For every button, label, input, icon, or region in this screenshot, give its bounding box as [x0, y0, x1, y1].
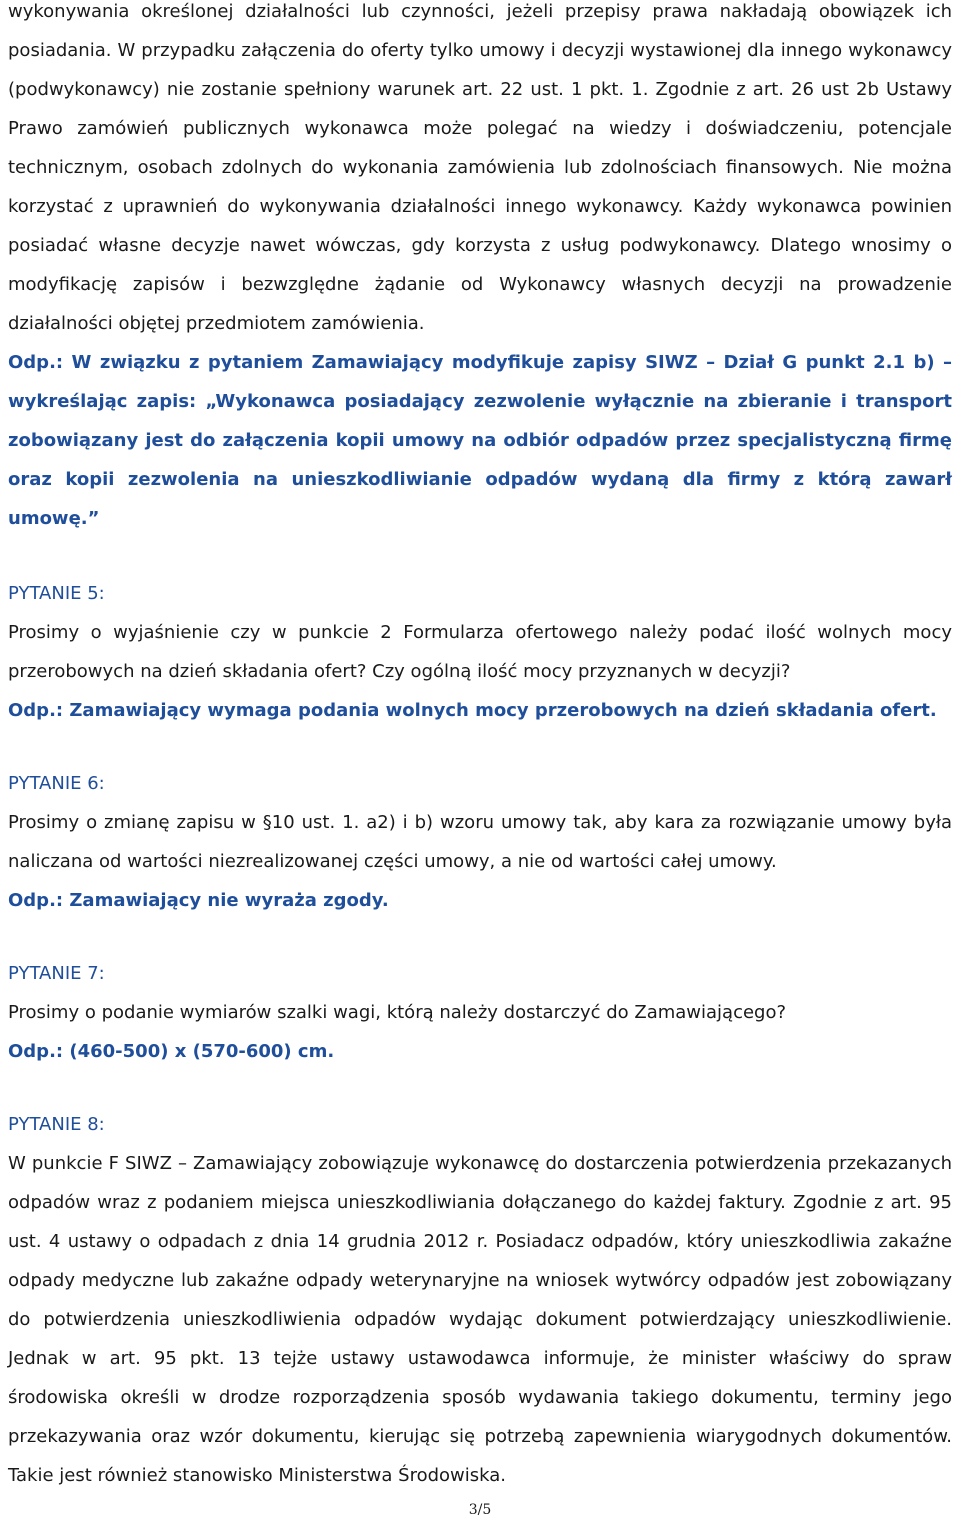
page-number: 3/5 [468, 1502, 492, 1518]
question-5-text: Prosimy o wyjaśnienie czy w punkcie 2 Formularza ofertowego należy podać ilość wolnych mocy przerobowych na dzień składania ofert? Czy ogólną ilość mocy przyznanych w decyzji? [8, 622, 952, 682]
question-7-heading: PYTANIE 7: [8, 963, 105, 984]
question-7-text: Prosimy o podanie wymiarów szalki wagi, którą należy dostarczyć do Zamawiającego? [8, 1002, 787, 1023]
document-page [8, 0, 952, 1495]
question-6-heading: PYTANIE 6: [8, 773, 105, 794]
question-8-text: W punkcie F SIWZ – Zamawiający zobowiązuje wykonawcę do dostarczenia potwierdzenia przekazanych odpadów wraz z podaniem miejsca unieszkodliwiania dołączanego do każdej faktury. Zgodnie z art. 95 ust. 4 ustawy o odpadach z dnia 14 grudnia 2012 r. Posiadacz odpadów, który unieszkodliwia zakaźne odpady medyczne lub zakaźne odpady weterynaryjne na wniosek wytwórcy odpadów jest zobowiązany do potwierdzenia unieszkodliwienia odpadów wydając dokument potwierdzający unieszkodliwienie. Jednak w art. 95 pkt. 13 tejże ustawy ustawodawca informuje, że minister właściwy do spraw środowiska określi w drodze rozporządzenia sposób wydawania takiego dokumentu, terminy jego przekazywania oraz wzór dokumentu, kierując się potrzebą zapewnienia wiarygodnych dokumentów. Takie jest również stanowisko Ministerstwa Środowiska. [8, 1153, 952, 1486]
question-5-heading: PYTANIE 5: [8, 583, 105, 604]
intro-paragraph: wykonywania określonej działalności lub czynności, jeżeli przepisy prawa nakładają obowiązek ich posiadania. W przypadku załączenia do oferty tylko umowy i decyzji wystawionej dla innego wykonawcy (podwykonawcy) nie zostanie spełniony warunek art. 22 ust. 1 pkt. 1. Zgodnie z art. 26 ust 2b Ustawy Prawo zamówień publicznych wykonawca może polegać na wiedzy i doświadczeniu, potencjale technicznym, osobach zdolnych do wykonania zamówienia lub zdolnościach finansowych. Nie można korzystać z uprawnień do wykonywania działalności innego wykonawcy. Każdy wykonawca powinien posiadać własne decyzje nawet wówczas, gdy korzysta z usług podwykonawcy. Dlatego wnosimy o modyfikację zapisów i bezwzględne żądanie od Wykonawcy własnych decyzji na prowadzenie działalności objętej przedmiotem zamówienia. [8, 1, 952, 334]
intro-answer: Odp.: W związku z pytaniem Zamawiający modyfikuje zapisy SIWZ – Dział G punkt 2.1 b) – wykreślając zapis: „Wykonawca posiadający zezwolenie wyłącznie na zbieranie i transport zobowiązany jest do załączenia kopii umowy na odbiór odpadów przez specjalistyczną firmę oraz kopii zezwolenia na unieszkodliwianie odpadów wydaną dla firmy z którą zawarł umowę.” [8, 352, 952, 529]
question-7-answer: Odp.: (460-500) x (570-600) cm. [8, 1041, 335, 1062]
question-5-answer: Odp.: Zamawiający wymaga podania wolnych mocy przerobowych na dzień składania ofert. [8, 700, 937, 721]
question-6-answer: Odp.: Zamawiający nie wyraża zgody. [8, 890, 389, 911]
question-8-heading: PYTANIE 8: [8, 1114, 105, 1135]
question-6-text: Prosimy o zmianę zapisu w §10 ust. 1. a2) i b) wzoru umowy tak, aby kara za rozwiązanie umowy była naliczana od wartości niezrealizowanej części umowy, a nie od wartości całej umowy. [8, 812, 952, 872]
